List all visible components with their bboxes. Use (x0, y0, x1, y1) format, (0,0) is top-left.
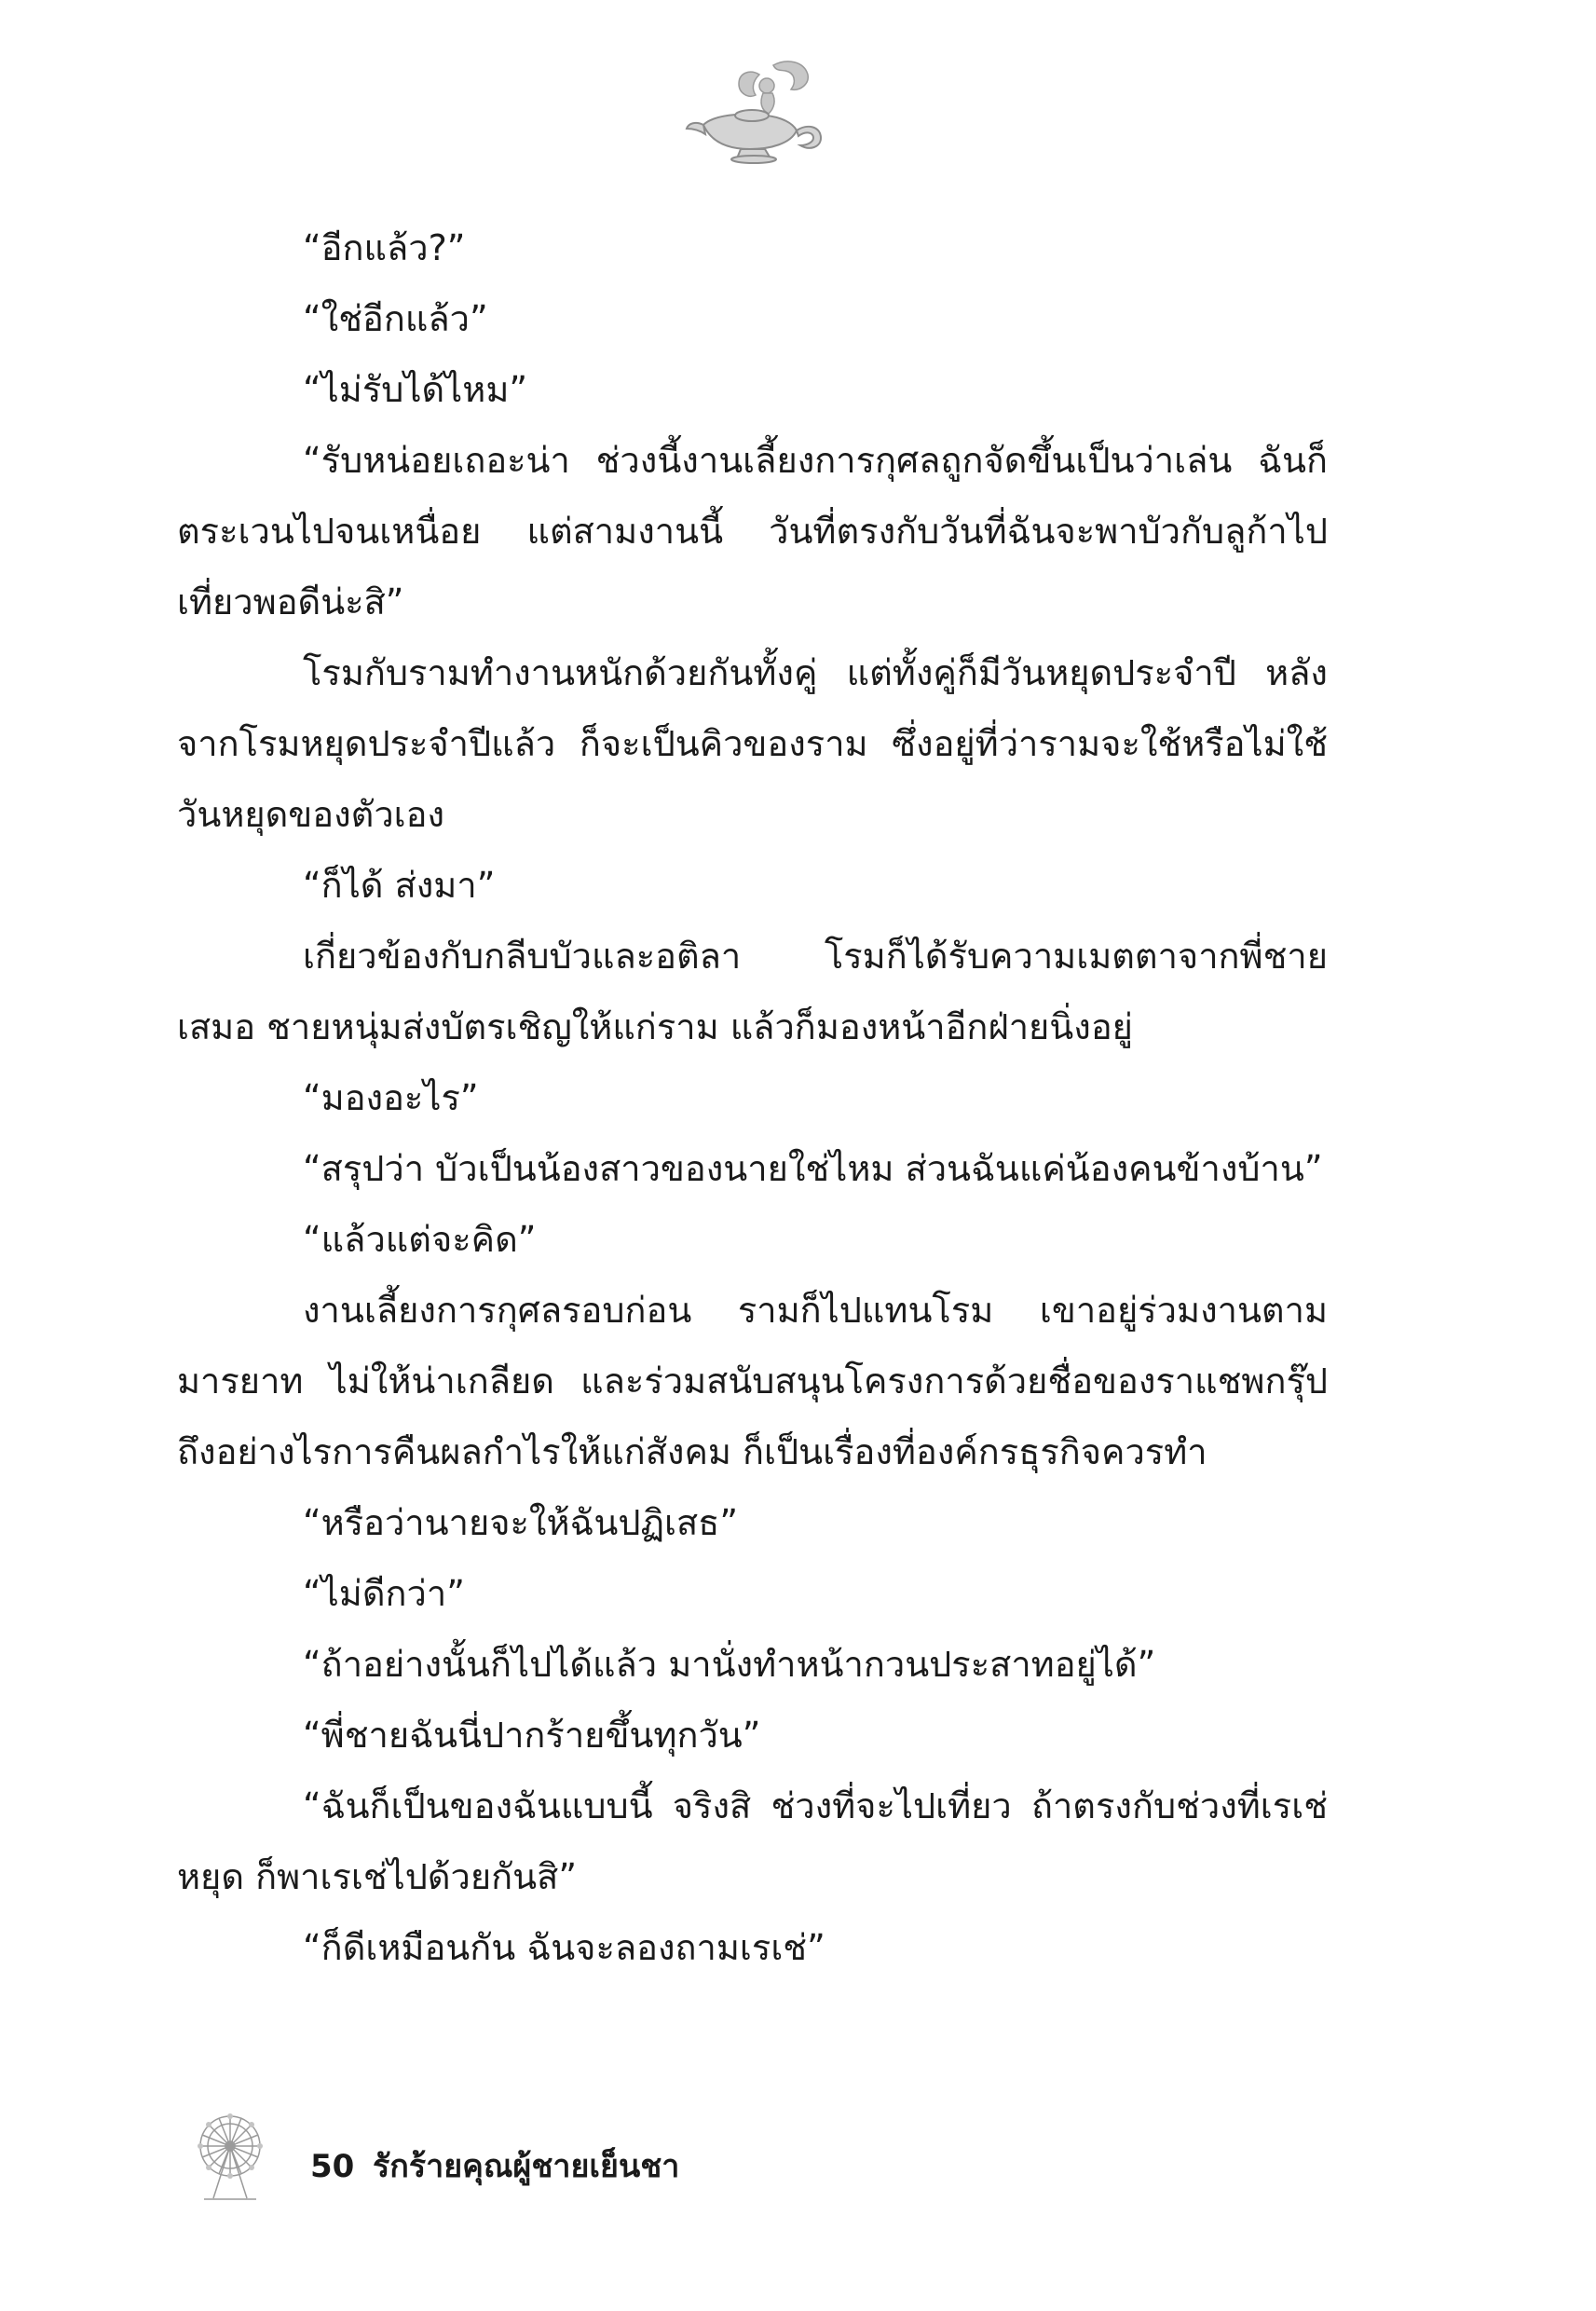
body-text (177, 212, 1328, 1983)
page-number: 50 (310, 2148, 355, 2185)
paragraph: “สรุปว่า บัวเป็นน้องสาวของนายใช่ไหม ส่วนฉันแค่น้องคนข้างบ้าน” (303, 1148, 1323, 1189)
paragraph: “มองอะไร” (303, 1077, 479, 1118)
magic-lamp-with-fairy-icon (685, 58, 825, 165)
paragraph: “แล้วแต่จะคิด” (303, 1219, 537, 1260)
paragraph: “รับหน่อยเถอะน่า ช่วงนี้งานเลี้ยงการกุศลถูกจัดขึ้นเป็นว่าเล่น ฉันก็ตระเวนไปจนเหนื่อย แต่สามงานนี้ วันที่ตรงกับวันที่ฉันจะพาบัวกับลูก้าไปเที่ยวพอดีน่ะสิ” (177, 440, 1328, 622)
page-footer (191, 2111, 1030, 2204)
paragraph: “พี่ชายฉันนี่ปากร้ายขึ้นทุกวัน” (303, 1715, 761, 1756)
paragraph: งานเลี้ยงการกุศลรอบก่อน รามก็ไปแทนโรม เขาอยู่ร่วมงานตามมารยาท ไม่ให้น่าเกลียด และร่วมสนับสนุนโครงการด้วยชื่อของราแชพกรุ๊ป ถึงอย่างไรการคืนผลกำไรให้แก่สังคม ก็เป็นเรื่องที่องค์กรธุรกิจควรทำ (177, 1290, 1328, 1472)
paragraph: “หรือว่านายจะให้ฉันปฏิเสธ” (303, 1502, 739, 1543)
paragraph: โรมกับรามทำงานหนักด้วยกันทั้งคู่ แต่ทั้งคู่ก็มีวันหยุดประจำปี หลังจากโรมหยุดประจำปีแล้ว ก็จะเป็นคิวของราม ซึ่งอยู่ที่ว่ารามจะใช้หรือไม่ใช้วันหยุดของตัวเอง (177, 652, 1328, 835)
paragraph: เกี่ยวข้องกับกลีบบัวและอติลา โรมก็ได้รับความเมตตาจากพี่ชายเสมอ ชายหนุ่มส่งบัตรเชิญให้แก่ราม แล้วก็มองหน้าอีกฝ่ายนิ่งอยู่ (177, 936, 1328, 1047)
book-title: รักร้ายคุณผู้ชายเย็นชา (373, 2148, 680, 2185)
paragraph: “ใช่อีกแล้ว” (303, 298, 488, 339)
paragraph: “ถ้าอย่างนั้นก็ไปได้แล้ว มานั่งทำหน้ากวนประสาทอยู่ได้” (303, 1644, 1156, 1685)
paragraph: “ฉันก็เป็นของฉันแบบนี้ จริงสิ ช่วงที่จะไปเที่ยว ถ้าตรงกับช่วงที่เรเช่หยุด ก็พาเรเช่ไปด้วยกันสิ” (177, 1785, 1328, 1897)
paragraph: “ก็ดีเหมือนกัน ฉันจะลองถามเรเช่” (303, 1927, 825, 1968)
ferris-wheel-icon (191, 2111, 270, 2204)
paragraph: “ก็ได้ ส่งมา” (303, 865, 496, 906)
paragraph: “อีกแล้ว?” (303, 227, 466, 268)
paragraph: “ไม่ดีกว่า” (303, 1573, 465, 1614)
paragraph: “ไม่รับได้ไหม” (303, 369, 528, 410)
